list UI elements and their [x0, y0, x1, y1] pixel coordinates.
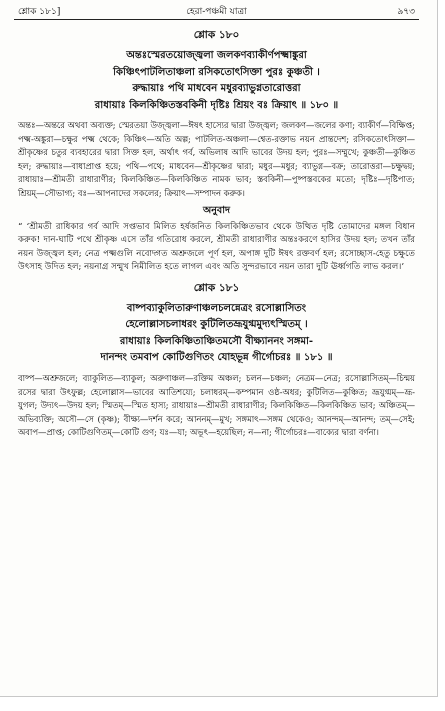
word-gloss: বাষ্প—অশ্রুজলে; ব্যাকুলিত—ব্যাকুল; অরুণাঞ্চল—রক্তিম অঞ্চল; চলন—চঞ্চল; নেত্রম—নেত্র; রসোল্লাসিতম্—চিন্ময় রসের দ্বারা উৎফুল্ল; হেলোল্লাস—ভাবের আতিশয্যে; চলাধরম্—কম্পমান ওষ্ঠ-অধর; কুটিলিত—কুঞ্চিত; ভ্রূযুগ্মম্—ভ্রূ-যুগল; উদ্যৎ—উদয় হল; স্মিতম্—স্মিত হাস্য; রাধায়াঃ—শ্রীমতী রাধারাণীর; কিলকিঞ্চিত—কিলকিঞ্চিত ভাব; অঞ্চিতম্—অভিব্যক্তি; অসৌ—সে (কৃষ্ণ); বীক্ষ্য—দর্শন করে; আননম্—মুখ; সঙ্গমাৎ—সঙ্গম থেকেও; আনন্দম্—আনন্দ; তম্—সেই; অবাপ—প্রাপ্ত; কোটিগুণিতম্—কোটি গুণ; যঃ—যা; অভূৎ—হয়েছিল; ন—না; গীর্গোচরঃ—বাক্যের দ্বারা বর্ণনা।	[18, 372, 415, 438]
sanskrit-verse	[18, 48, 415, 114]
verse-section	[18, 281, 415, 440]
header-chapter-title: হেরা-পঞ্চমী যাত্রা	[186, 7, 247, 17]
translation-heading: অনুবাদ	[203, 204, 230, 216]
verse-line: দানন্দং তমবাপ কোটিগুণিতং যোহভূন্ন গীর্গোচরঃ ॥ ১৮১ ॥	[100, 352, 333, 364]
header-page-number: ৯৭৩	[397, 7, 415, 17]
running-header	[18, 4, 415, 18]
verse-line: কিঞ্চিৎপাটলিতাঞ্চলা রসিকতোৎসিক্তা পুরঃ কুঞ্চতী ।	[113, 66, 320, 78]
verse-line: হেলোল্লাসচলাধরং কুটিলিতভ্রূযুগ্মমুদ্যৎস্মিতম্ ।	[125, 319, 308, 331]
verse-line: রুদ্ধায়াঃ পথি মাধবেন মধুরব্যাভুগ্নতারোত্তরা	[132, 83, 301, 94]
verse-line: বাষ্পব্যাকুলিতারুণাঞ্চলচলন্নেত্রং রসোল্লাসিতং	[126, 302, 307, 314]
page-body	[18, 24, 415, 440]
verse-line: রাধায়াঃ কিলকিঞ্চিতাঞ্চিতমসৌ বীক্ষ্যাননং সঙ্গমা-	[119, 335, 314, 347]
verse-section	[18, 28, 415, 275]
verse-title: শ্লোক ১৮০	[193, 29, 240, 41]
verse-line: রাধায়াঃ কিলকিঞ্চিতস্তবকিনী দৃষ্টিঃ শ্রিয়ং বঃ ক্রিয়াৎ ॥ ১৮০ ॥	[94, 99, 339, 111]
header-rule	[14, 19, 419, 20]
word-gloss: অন্তঃ—অন্তরে অথবা অব্যক্ত; স্মেরতয়া উজ্জ্বলা—ঈষৎ হাস্যের দ্বারা উজ্জ্বল; জলকণ—জলের কণা; ব্যাকীর্ণ—বিক্ষিপ্ত; পক্ষ্ম-অঙ্কুরা—চক্ষুর পক্ষ্ম থেকে; কিঞ্চিৎ—অতি অল্প; পাটলিত-অঞ্চলা—শ্বেত-রক্তাভ নয়ন প্রান্তদেশ; রসিকতোৎসিক্তা—শ্রীকৃষ্ণের চতুর ব্যবহারের দ্বারা সিক্ত হল, অর্থাৎ গর্ব, অভিলাষ আদি ভাবের উদয় হল; পুরঃ—সম্মুখে; কুঞ্চতী—কুঞ্চিত হল; রুদ্ধায়াঃ—বাধাপ্রাপ্ত হয়ে; পথি—পথে; মাধবেন—শ্রীকৃষ্ণের দ্বারা; মধুর—মধুর; ব্যাভুগ্ন—বক্র; তারোত্তরা—চক্ষুদ্বয়; রাধায়াঃ—শ্রীমতী রাধারাণীর; কিলকিঞ্চিত—কিলকিঞ্চিত নামক ভাব; স্তবকিনী—পুষ্পস্তবকের মতো; দৃষ্টিঃ—দৃষ্টিপাত; শ্রিয়ম্—সৌভাগ্য; বঃ—আপনাদের সকলের; ক্রিয়াৎ—সম্পাদন করুক।	[18, 120, 415, 198]
verse-title: শ্লোক ১৮১	[193, 281, 240, 294]
header-verse-ref: শ্লোক ১৮১]	[18, 7, 61, 17]
sanskrit-verse	[18, 301, 415, 367]
verse-line: অন্তঃস্মেরতয়োজ্জ্বলা জলকণব্যাকীর্ণপক্ষ্মাঙ্কুরা	[126, 50, 307, 61]
translation-text: “ ‘শ্রীমতী রাধিকার গর্ব আদি সপ্তভাব মিলিত হর্ষজনিত কিলকিঞ্চিতভাব থেকে উত্থিত দৃষ্টি তোমাদের মঙ্গল বিধান করুক! দান-ঘাটি পথে শ্রীকৃষ্ণ এসে তাঁর গতিরোধ করলে, শ্রীমতী রাধারাণীর অন্তঃকরণে হাসির উদয় হল; তখন তাঁর নয়ন উজ্জ্বল হল; নেত্র পক্ষ্মগুলি নবোদ্গত অশ্রুজলে পূর্ণ হল, অপাঙ্গ দুটি ঈষৎ রক্তবর্ণ হল; রসোচ্ছাস-হেতু চক্ষুতে উৎসাহ উদিত হল; নয়নাগ্র সন্মুখ নিমীলিত হতে লাগল এবং অতি সুন্দরভাবে নয়ন তারা দুটি ঊর্ধ্বগতি লাভ করল।’	[18, 221, 415, 273]
